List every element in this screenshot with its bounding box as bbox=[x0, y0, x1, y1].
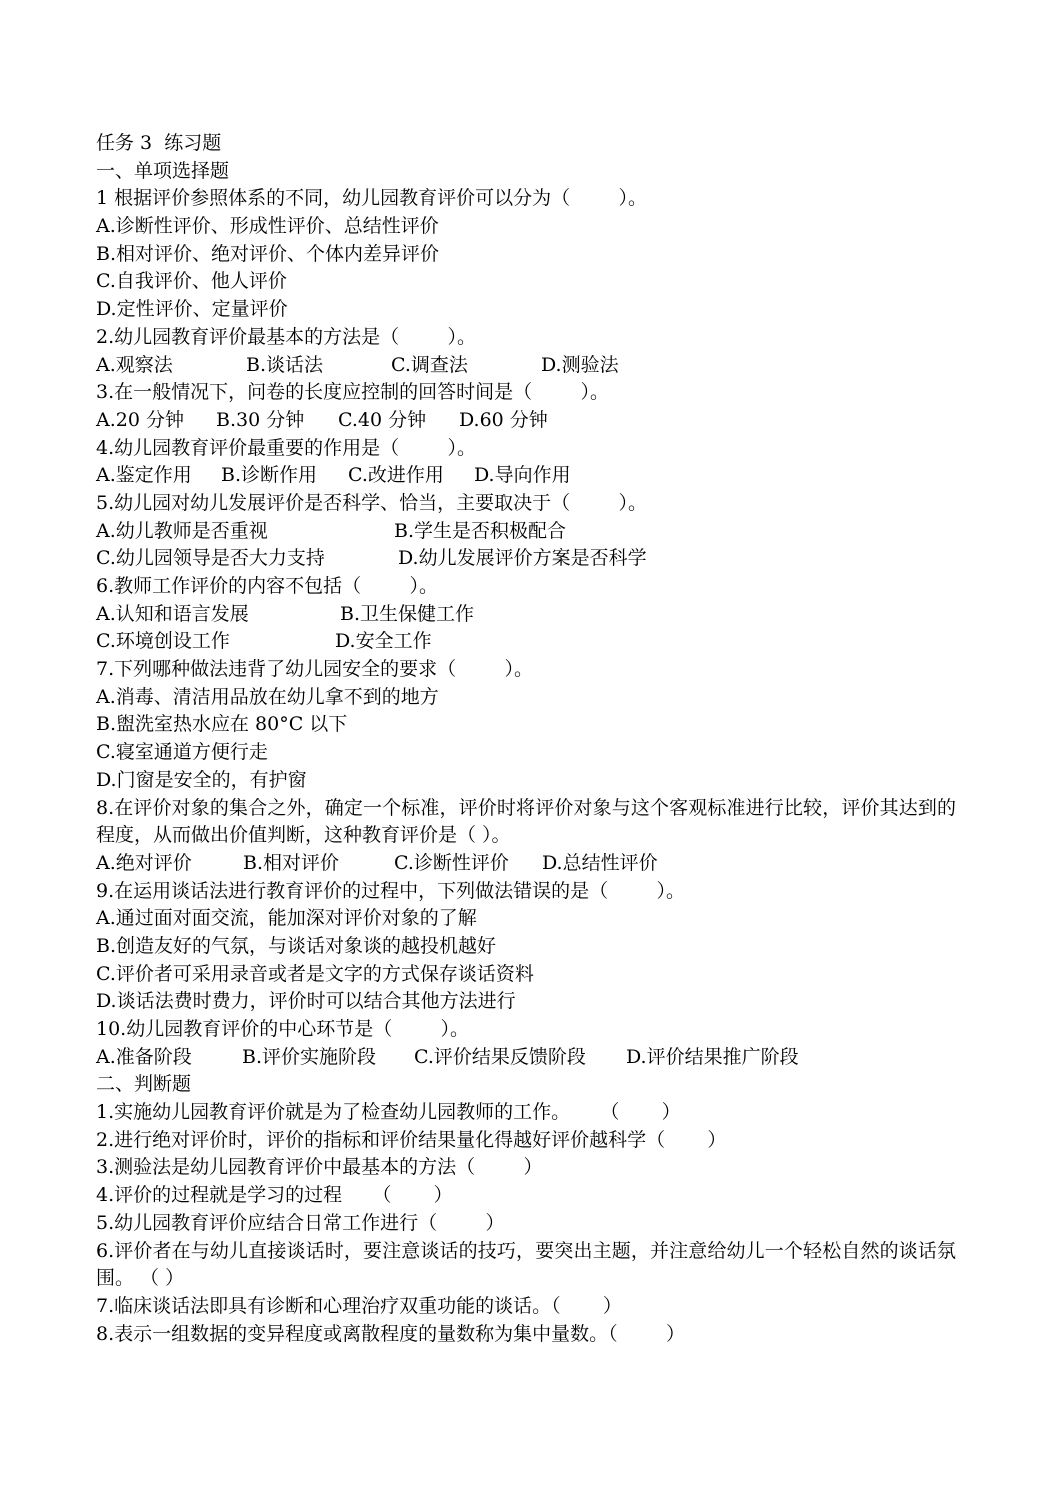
option-d: D.幼儿发展评价方案是否科学 bbox=[398, 547, 647, 570]
option-c: C.寝室通道方便行走 bbox=[96, 741, 268, 764]
options-row bbox=[96, 850, 956, 878]
option-c: C.诊断性评价 bbox=[394, 851, 509, 874]
true-false-item: 5.幼儿园教育评价应结合日常工作进行（ ） bbox=[96, 1211, 505, 1234]
option-c: C.调查法 bbox=[391, 353, 468, 376]
option-a: A.通过面对面交流，能加深对评价对象的了解 bbox=[96, 907, 477, 930]
option-b: B.评价实施阶段 bbox=[242, 1045, 377, 1068]
option-b: B.30 分钟 bbox=[216, 408, 305, 431]
exercise-page bbox=[96, 130, 956, 1348]
section-heading-single-choice: 一、单项选择题 bbox=[96, 159, 230, 182]
question-7 bbox=[96, 656, 956, 794]
options-row bbox=[96, 545, 956, 573]
option-a: A.认知和语言发展 bbox=[96, 602, 249, 625]
option-b: B.相对评价 bbox=[243, 851, 340, 874]
question-stem: 8.在评价对象的集合之外，确定一个标准，评价时将评价对象与这个客观标准进行比较，评价其达到的程度，从而做出价值判断，这种教育评价是（ ）。 bbox=[96, 796, 956, 847]
option-a: A.消毒、清洁用品放在幼儿拿不到的地方 bbox=[96, 685, 439, 708]
question-stem: 9.在运用谈话法进行教育评价的过程中，下列做法错误的是（ ）。 bbox=[96, 879, 685, 902]
options-row bbox=[96, 407, 956, 435]
option-a: A.绝对评价 bbox=[96, 851, 192, 874]
option-d: D.测验法 bbox=[541, 353, 619, 376]
option-d: D.导向作用 bbox=[474, 464, 571, 487]
option-a: A.20 分钟 bbox=[96, 408, 184, 431]
option-d: D.定性评价、定量评价 bbox=[96, 298, 288, 321]
option-a: A.准备阶段 bbox=[96, 1045, 192, 1068]
question-stem: 3.在一般情况下，问卷的长度应控制的回答时间是（ ）。 bbox=[96, 381, 609, 404]
section-heading-true-false: 二、判断题 bbox=[96, 1073, 192, 1096]
option-d: D.60 分钟 bbox=[459, 408, 548, 431]
option-b: B.盥洗室热水应在 80°C 以下 bbox=[96, 713, 348, 736]
option-a: A.幼儿教师是否重视 bbox=[96, 519, 268, 542]
option-a: A.观察法 bbox=[96, 353, 173, 376]
options-row bbox=[96, 518, 956, 546]
question-stem: 5.幼儿园对幼儿发展评价是否科学、恰当，主要取决于（ ）。 bbox=[96, 491, 647, 514]
true-false-item: 6.评价者在与幼儿直接谈话时，要注意谈话的技巧，要突出主题，并注意给幼儿一个轻松自然的谈话氛围。 （ ） bbox=[96, 1239, 956, 1290]
options-row bbox=[96, 1044, 956, 1072]
true-false-item: 7.临床谈话法即具有诊断和心理治疗双重功能的谈话。（ ） bbox=[96, 1294, 622, 1317]
question-5 bbox=[96, 490, 956, 573]
options-row bbox=[96, 601, 956, 629]
option-a: A.鉴定作用 bbox=[96, 464, 192, 487]
option-b: B.诊断作用 bbox=[221, 464, 318, 487]
true-false-item: 3.测验法是幼儿园教育评价中最基本的方法（ ） bbox=[96, 1156, 543, 1179]
option-c: C.幼儿园领导是否大力支持 bbox=[96, 547, 325, 570]
true-false-item: 2.进行绝对评价时，评价的指标和评价结果量化得越好评价越科学（ ） bbox=[96, 1128, 727, 1151]
option-b: B.谈话法 bbox=[246, 353, 324, 376]
question-stem: 1 根据评价参照体系的不同，幼儿园教育评价可以分为（ ）。 bbox=[96, 187, 647, 210]
option-d: D.谈话法费时费力，评价时可以结合其他方法进行 bbox=[96, 990, 516, 1013]
option-d: D.评价结果推广阶段 bbox=[626, 1045, 799, 1068]
question-8 bbox=[96, 795, 956, 878]
option-c: C.评价者可采用录音或者是文字的方式保存谈话资料 bbox=[96, 962, 534, 985]
option-b: B.卫生保健工作 bbox=[340, 602, 475, 625]
option-b: B.创造友好的气氛，与谈话对象谈的越投机越好 bbox=[96, 934, 497, 957]
true-false-item: 8.表示一组数据的变异程度或离散程度的量数称为集中量数。（ ） bbox=[96, 1322, 685, 1345]
option-b: B.学生是否积极配合 bbox=[394, 519, 567, 542]
question-stem: 7.下列哪种做法违背了幼儿园安全的要求（ ）。 bbox=[96, 658, 533, 681]
question-stem: 4.幼儿园教育评价最重要的作用是（ ）。 bbox=[96, 436, 476, 459]
option-d: D.总结性评价 bbox=[542, 851, 658, 874]
option-c: C.40 分钟 bbox=[338, 408, 427, 431]
option-d: D.安全工作 bbox=[335, 630, 432, 653]
question-9 bbox=[96, 878, 956, 1016]
options-row bbox=[96, 628, 956, 656]
question-2 bbox=[96, 324, 956, 379]
option-c: C.评价结果反馈阶段 bbox=[414, 1045, 586, 1068]
question-6 bbox=[96, 573, 956, 656]
question-stem: 10.幼儿园教育评价的中心环节是（ ）。 bbox=[96, 1018, 470, 1041]
question-stem: 6.教师工作评价的内容不包括（ ）。 bbox=[96, 575, 438, 597]
option-c: C.改进作用 bbox=[348, 464, 444, 487]
option-b: B.相对评价、绝对评价、个体内差异评价 bbox=[96, 242, 440, 265]
question-stem: 2.幼儿园教育评价最基本的方法是（ ）。 bbox=[96, 325, 476, 348]
true-false-item: 1.实施幼儿园教育评价就是为了检查幼儿园教师的工作。 （ ） bbox=[96, 1101, 681, 1124]
question-1 bbox=[96, 185, 956, 323]
option-c: C.环境创设工作 bbox=[96, 630, 230, 653]
option-a: A.诊断性评价、形成性评价、总结性评价 bbox=[96, 215, 439, 238]
true-false-item: 4.评价的过程就是学习的过程 （ ） bbox=[96, 1184, 453, 1207]
page-title: 任务 3 练习题 bbox=[96, 132, 222, 154]
options-row bbox=[96, 352, 956, 380]
true-false-list bbox=[96, 1099, 956, 1348]
options-row bbox=[96, 462, 956, 490]
question-3 bbox=[96, 379, 956, 434]
option-c: C.自我评价、他人评价 bbox=[96, 270, 287, 293]
question-4 bbox=[96, 435, 956, 490]
option-d: D.门窗是安全的，有护窗 bbox=[96, 768, 307, 791]
question-10 bbox=[96, 1016, 956, 1071]
